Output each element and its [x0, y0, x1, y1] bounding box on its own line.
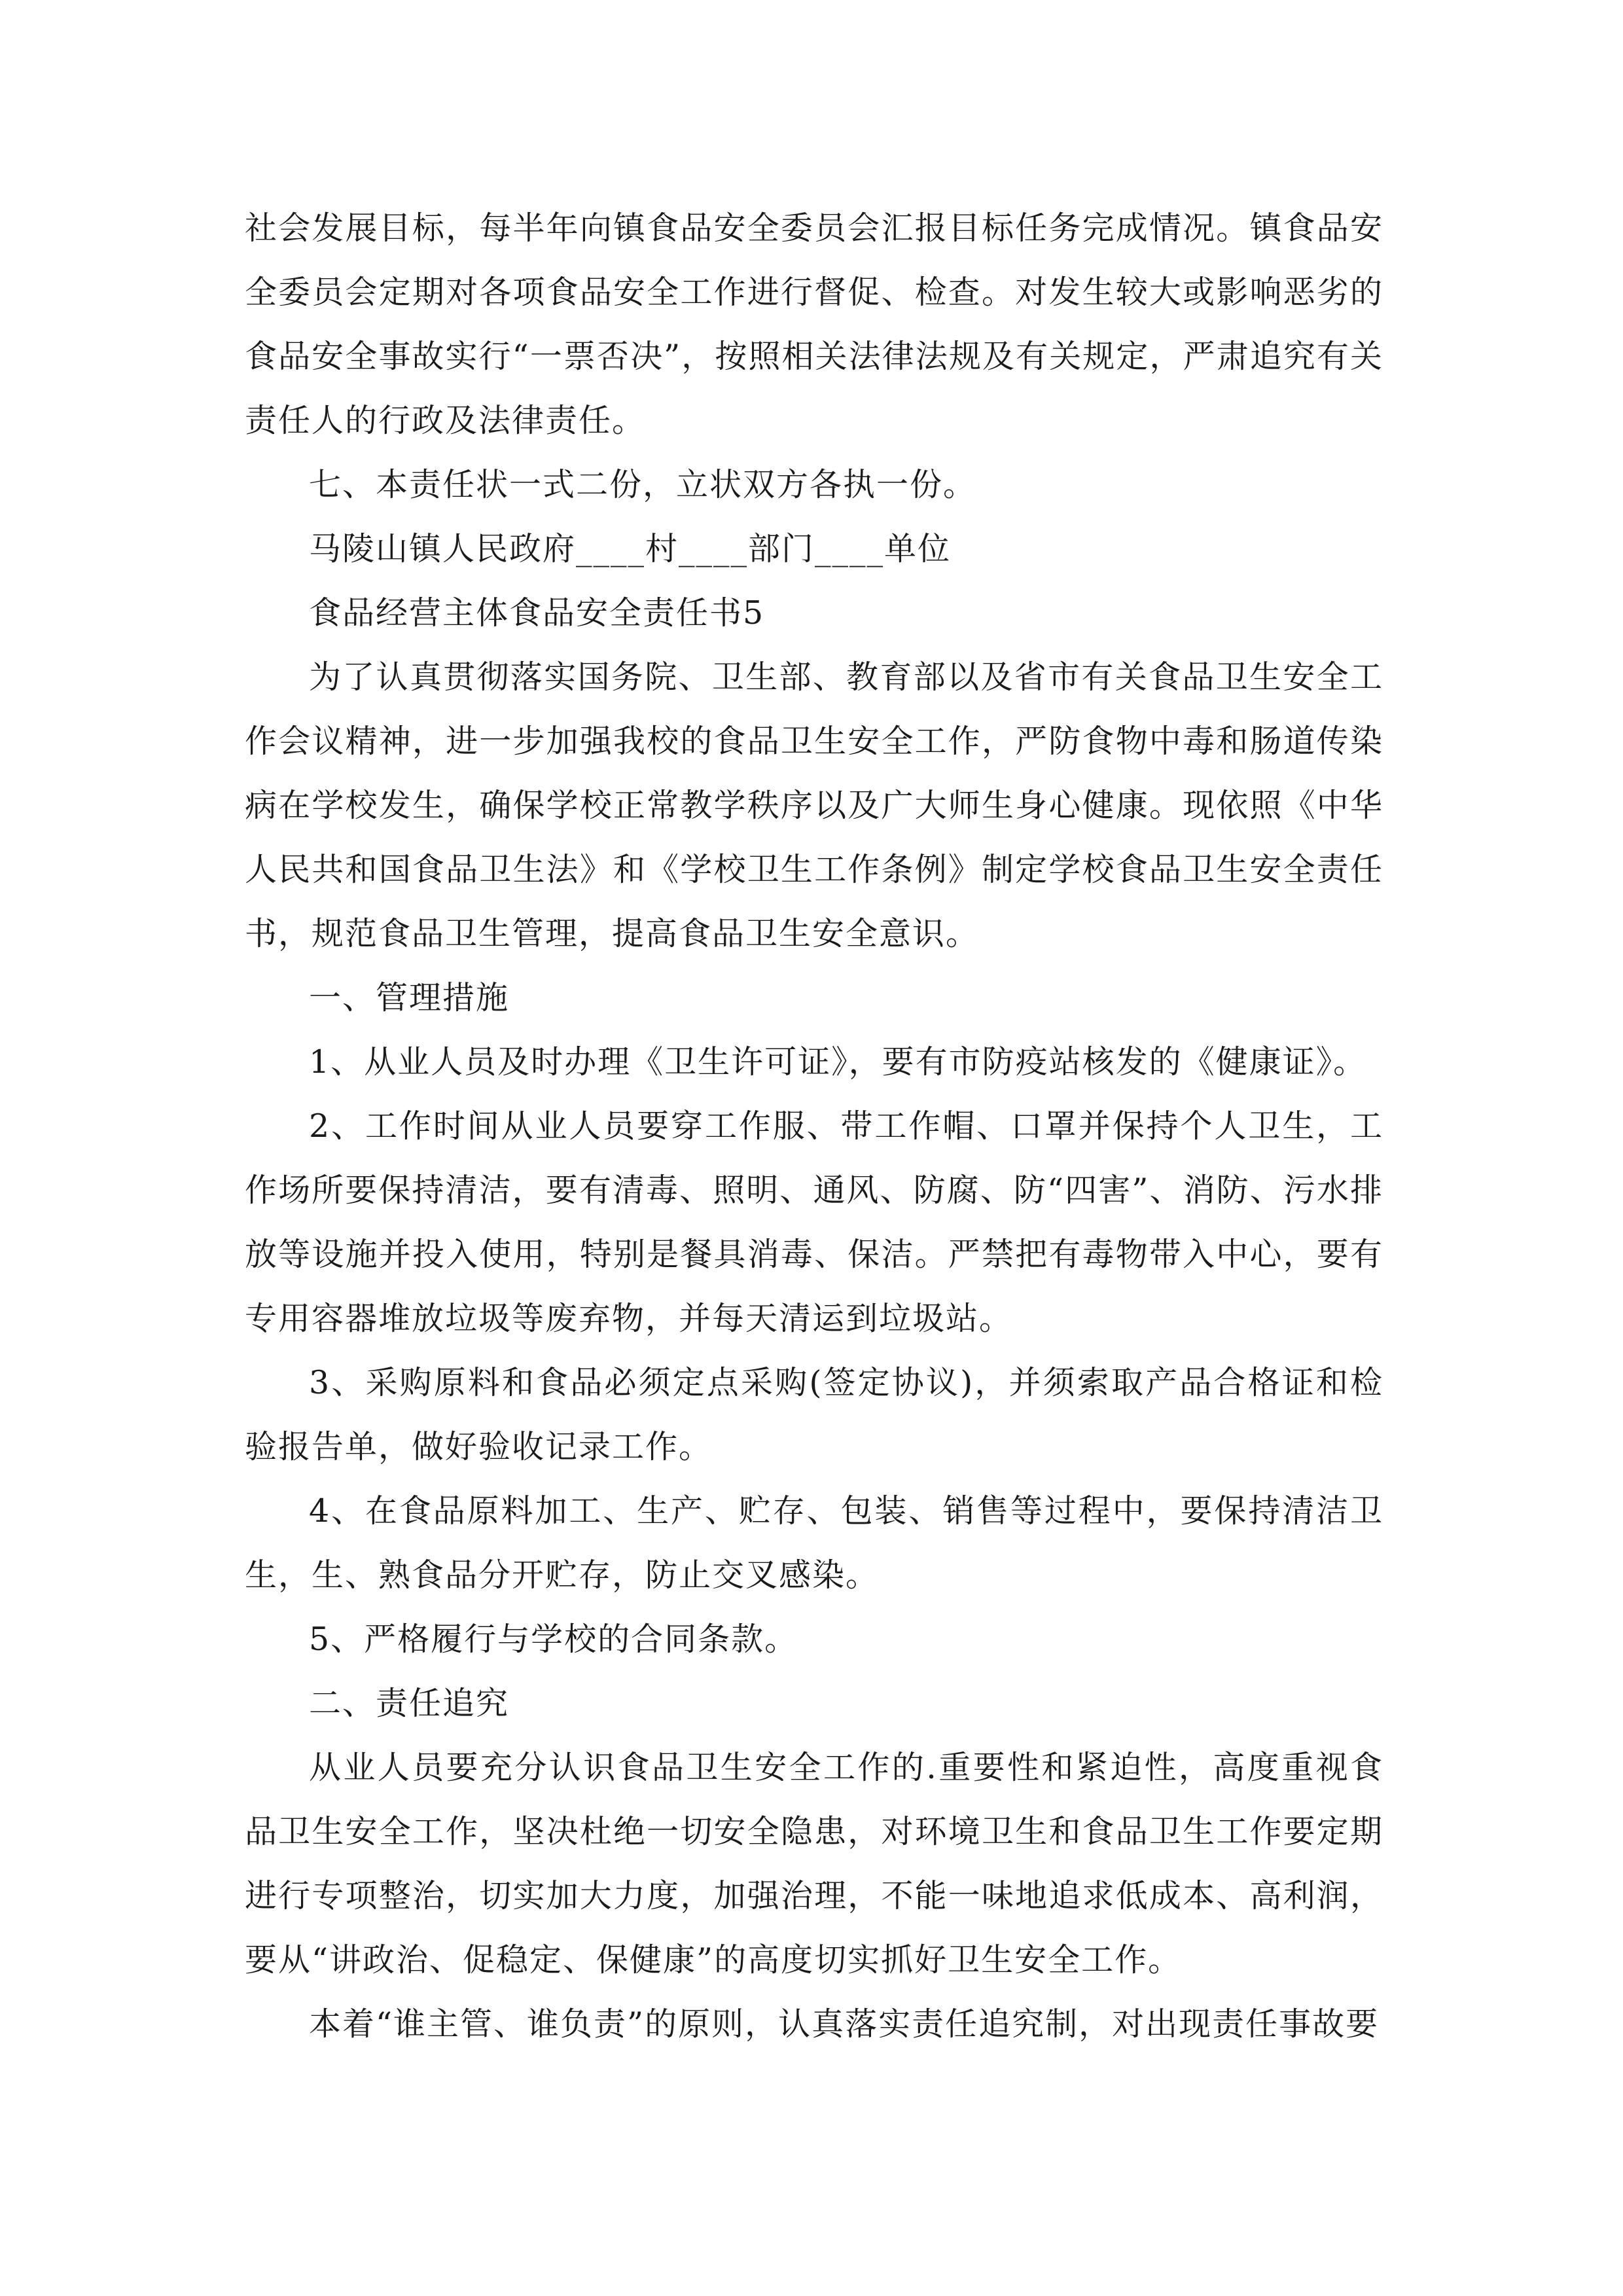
paragraph-continued-targets: 社会发展目标，每半年向镇食品安全委员会汇报目标任务完成情况。镇食品安全委员会定期对各项食品安全工作进行督促、检查。对发生较大或影响恶劣的食品安全事故实行“一票否决”，按照相关法律法规及有关规定，严肃追究有关责任人的行政及法律责任。: [245, 209, 1383, 439]
paragraph-responsibility-principle: 本着“谁主管、谁负责”的原则，认真落实责任追究制，对出现责任事故要: [309, 2005, 1380, 2043]
heading-accountability: 二、责任追究: [309, 1685, 510, 1722]
document-body: [245, 196, 1383, 2056]
paragraph-accountability: 从业人员要充分认识食品卫生安全工作的.重要性和紧迫性，高度重视食品卫生安全工作，坚决杜绝一切安全隐患，对环境卫生和食品卫生工作要定期进行专项整治，切实加大力度，加强治理，不能一味地追求低成本、高利润，要从“讲政治、促稳定、保健康”的高度切实抓好卫生安全工作。: [245, 1749, 1383, 1979]
paragraph-copies-clause: 七、本责任状一式二份，立状双方各执一份。: [309, 466, 977, 503]
list-item-3: 3、采购原料和食品必须定点采购(签定协议)，并须索取产品合格证和检验报告单，做好验收记录工作。: [245, 1364, 1383, 1465]
paragraph-intro: 为了认真贯彻落实国务院、卫生部、教育部以及省市有关食品卫生安全工作会议精神，进一步加强我校的食品卫生安全工作，严防食物中毒和肠道传染病在学校发生，确保学校正常教学秩序以及广大师生身心健康。现依照《中华人民共和国食品卫生法》和《学校卫生工作条例》制定学校食品卫生安全责任书，规范食品卫生管理，提高食品卫生安全意识。: [245, 658, 1383, 952]
list-item-2: 2、工作时间从业人员要穿工作服、带工作帽、口罩并保持个人卫生，工作场所要保持清洁，要有清毒、照明、通风、防腐、防“四害”、消防、污水排放等设施并投入使用，特别是餐具消毒、保洁。严禁把有毒物带入中心，要有专用容器堆放垃圾等废弃物，并每天清运到垃圾站。: [245, 1107, 1383, 1337]
heading-management-measures: 一、管理措施: [309, 979, 510, 1016]
section-title: 食品经营主体食品安全责任书5: [309, 594, 765, 632]
list-item-1: 1、从业人员及时办理《卫生许可证》，要有市防疫站核发的《健康证》。: [309, 1043, 1367, 1081]
list-item-4: 4、在食品原料加工、生产、贮存、包装、销售等过程中，要保持清洁卫生，生、熟食品分开贮存，防止交叉感染。: [245, 1492, 1383, 1594]
paragraph-signature-line: 马陵山镇人民政府____村____部门____单位: [309, 530, 952, 567]
list-item-5: 5、严格履行与学校的合同条款。: [309, 1621, 798, 1658]
